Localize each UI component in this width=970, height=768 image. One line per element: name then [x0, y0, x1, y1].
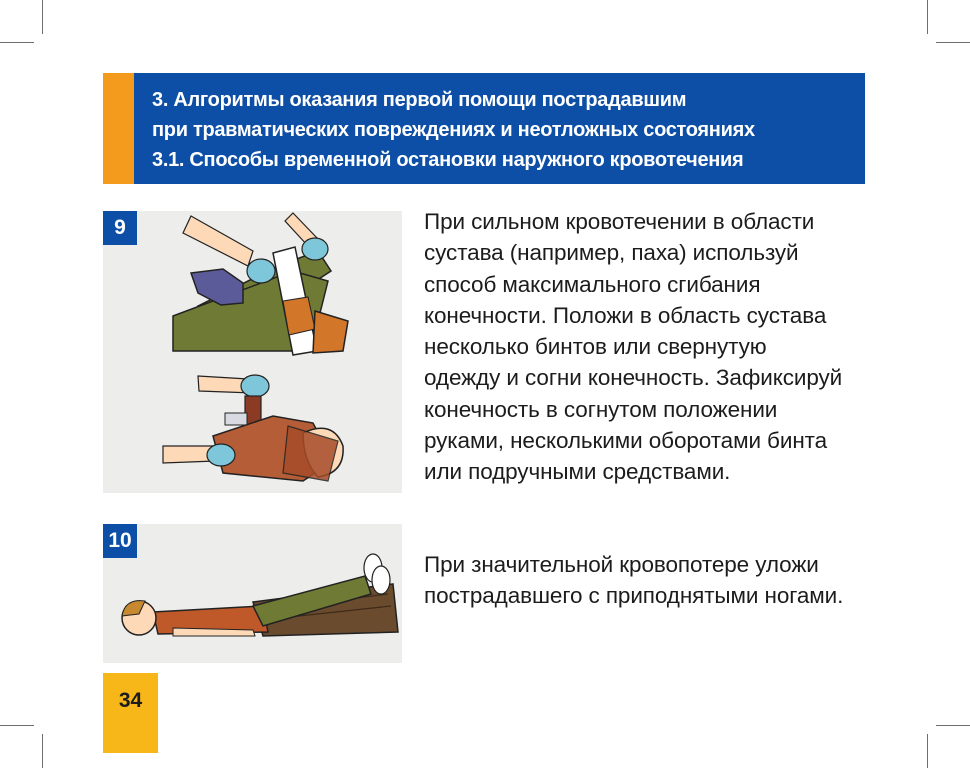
- flexion-illustration: [103, 211, 402, 493]
- step-10-illustration: [103, 524, 402, 663]
- step-9-number: 9: [103, 211, 137, 245]
- step-9-line: конечности. Положи в область сустава: [424, 302, 827, 328]
- bent-leg-drawing: [173, 213, 348, 355]
- step-9-line: или подручными средствами.: [424, 459, 731, 485]
- step-9-illustration: [103, 211, 402, 493]
- crop-mark: [42, 734, 43, 768]
- raised-legs-illustration: [103, 524, 402, 663]
- page-number: 34: [103, 673, 158, 753]
- bent-arm-drawing: [163, 375, 343, 481]
- crop-mark: [0, 42, 34, 43]
- section-header: [103, 73, 865, 184]
- step-9-line: При сильном кровотечении в области: [424, 209, 815, 234]
- step-10-line: При значительной кровопотере уложи: [424, 552, 819, 577]
- header-line-2: при травматических повреждениях и неотложных состояниях: [152, 119, 755, 141]
- step-10-number: 10: [103, 524, 137, 558]
- crop-mark: [927, 734, 928, 768]
- step-9-line: сустава (например, паха) используй: [424, 240, 799, 266]
- header-accent-bar: [103, 73, 134, 184]
- step-10-line: пострадавшего с приподнятыми ногами.: [424, 583, 844, 609]
- header-title: [152, 85, 855, 175]
- step-9-line: руками, несколькими оборотами бинта: [424, 428, 828, 454]
- header-line-3: 3.1. Способы временной остановки наружного кровотечения: [152, 149, 744, 171]
- header-line-1: 3. Алгоритмы оказания первой помощи пострадавшим: [152, 89, 687, 111]
- crop-mark: [42, 0, 43, 34]
- step-9-line: способ максимального сгибания: [424, 271, 761, 297]
- crop-mark: [0, 725, 34, 726]
- step-10-text: [424, 549, 843, 612]
- step-9-line: одежду и согни конечность. Зафиксируй: [424, 365, 843, 391]
- step-9-text: [424, 206, 842, 488]
- step-9-line: несколько бинтов или свернутую: [424, 334, 767, 360]
- crop-mark: [936, 725, 970, 726]
- step-9-line: конечность в согнутом положении: [424, 396, 778, 422]
- crop-mark: [936, 42, 970, 43]
- crop-mark: [927, 0, 928, 34]
